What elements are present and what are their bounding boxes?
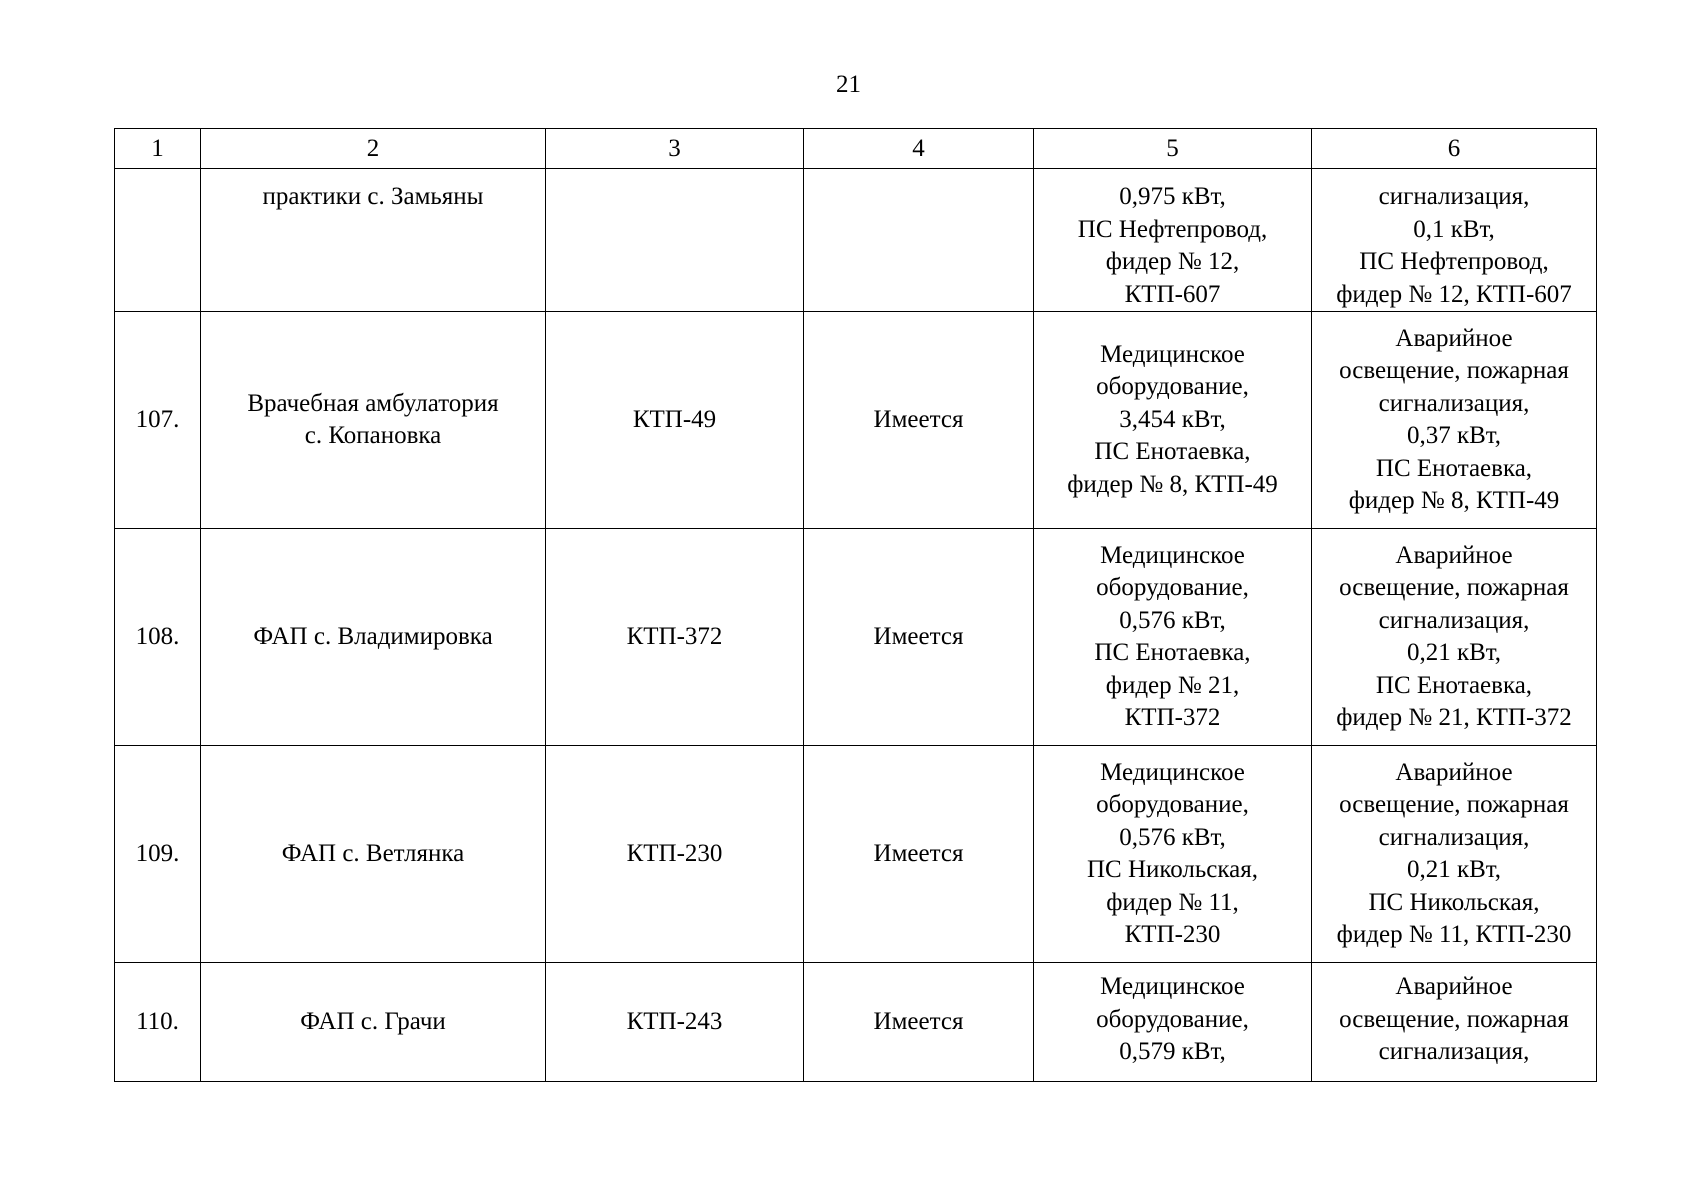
- reserve-source-cell: Имеется: [804, 312, 1034, 529]
- row-number-cell: 108.: [115, 529, 201, 746]
- substation-cell: КТП-230: [546, 746, 804, 963]
- substation-cell: КТП-49: [546, 312, 804, 529]
- facility-name-cell: ФАП с. Владимировка: [201, 529, 546, 746]
- power-supply-table: [114, 128, 1597, 1082]
- substation-cell: КТП-243: [546, 963, 804, 1082]
- medical-load-cell: Медицинское оборудование, 3,454 кВт, ПС Енотаевка, фидер № 8, КТП-49: [1034, 312, 1312, 529]
- facility-name-cell: ФАП с. Ветлянка: [201, 746, 546, 963]
- substation-cell: [546, 169, 804, 312]
- column-number-header: 3: [546, 129, 804, 169]
- emergency-load-cell: Аварийное освещение, пожарная сигнализация, 0,21 кВт, ПС Енотаевка, фидер № 21, КТП-372: [1312, 529, 1597, 746]
- column-number-header: 2: [201, 129, 546, 169]
- table-row-continuation: [115, 169, 1597, 312]
- emergency-load-cell: Аварийное освещение, пожарная сигнализация, 0,21 кВт, ПС Никольская, фидер № 11, КТП-230: [1312, 746, 1597, 963]
- reserve-source-cell: Имеется: [804, 746, 1034, 963]
- emergency-load-cell: сигнализация, 0,1 кВт, ПС Нефтепровод, фидер № 12, КТП-607: [1312, 169, 1597, 312]
- table-row: [115, 529, 1597, 746]
- medical-load-cell: Медицинское оборудование, 0,579 кВт,: [1034, 963, 1312, 1082]
- column-number-header: 5: [1034, 129, 1312, 169]
- reserve-source-cell: Имеется: [804, 529, 1034, 746]
- column-number-header: 4: [804, 129, 1034, 169]
- facility-name-cell: практики с. Замьяны: [201, 169, 546, 312]
- reserve-source-cell: Имеется: [804, 963, 1034, 1082]
- facility-name-cell: Врачебная амбулатория с. Копановка: [201, 312, 546, 529]
- substation-cell: КТП-372: [546, 529, 804, 746]
- row-number-cell: 109.: [115, 746, 201, 963]
- column-number-header: 1: [115, 129, 201, 169]
- medical-load-cell: Медицинское оборудование, 0,576 кВт, ПС Енотаевка, фидер № 21, КТП-372: [1034, 529, 1312, 746]
- emergency-load-cell: Аварийное освещение, пожарная сигнализация,: [1312, 963, 1597, 1082]
- table-header-row: [115, 129, 1597, 169]
- medical-load-cell: Медицинское оборудование, 0,576 кВт, ПС Никольская, фидер № 11, КТП-230: [1034, 746, 1312, 963]
- table-row: [115, 312, 1597, 529]
- row-number-cell: 110.: [115, 963, 201, 1082]
- medical-load-cell: 0,975 кВт, ПС Нефтепровод, фидер № 12, КТП-607: [1034, 169, 1312, 312]
- column-number-header: 6: [1312, 129, 1597, 169]
- facility-name-cell: ФАП с. Грачи: [201, 963, 546, 1082]
- row-number-cell: 107.: [115, 312, 201, 529]
- row-number-cell: [115, 169, 201, 312]
- emergency-load-cell: Аварийное освещение, пожарная сигнализация, 0,37 кВт, ПС Енотаевка, фидер № 8, КТП-49: [1312, 312, 1597, 529]
- reserve-source-cell: [804, 169, 1034, 312]
- page-number: 21: [836, 71, 861, 98]
- table-row: [115, 746, 1597, 963]
- table-row: [115, 963, 1597, 1082]
